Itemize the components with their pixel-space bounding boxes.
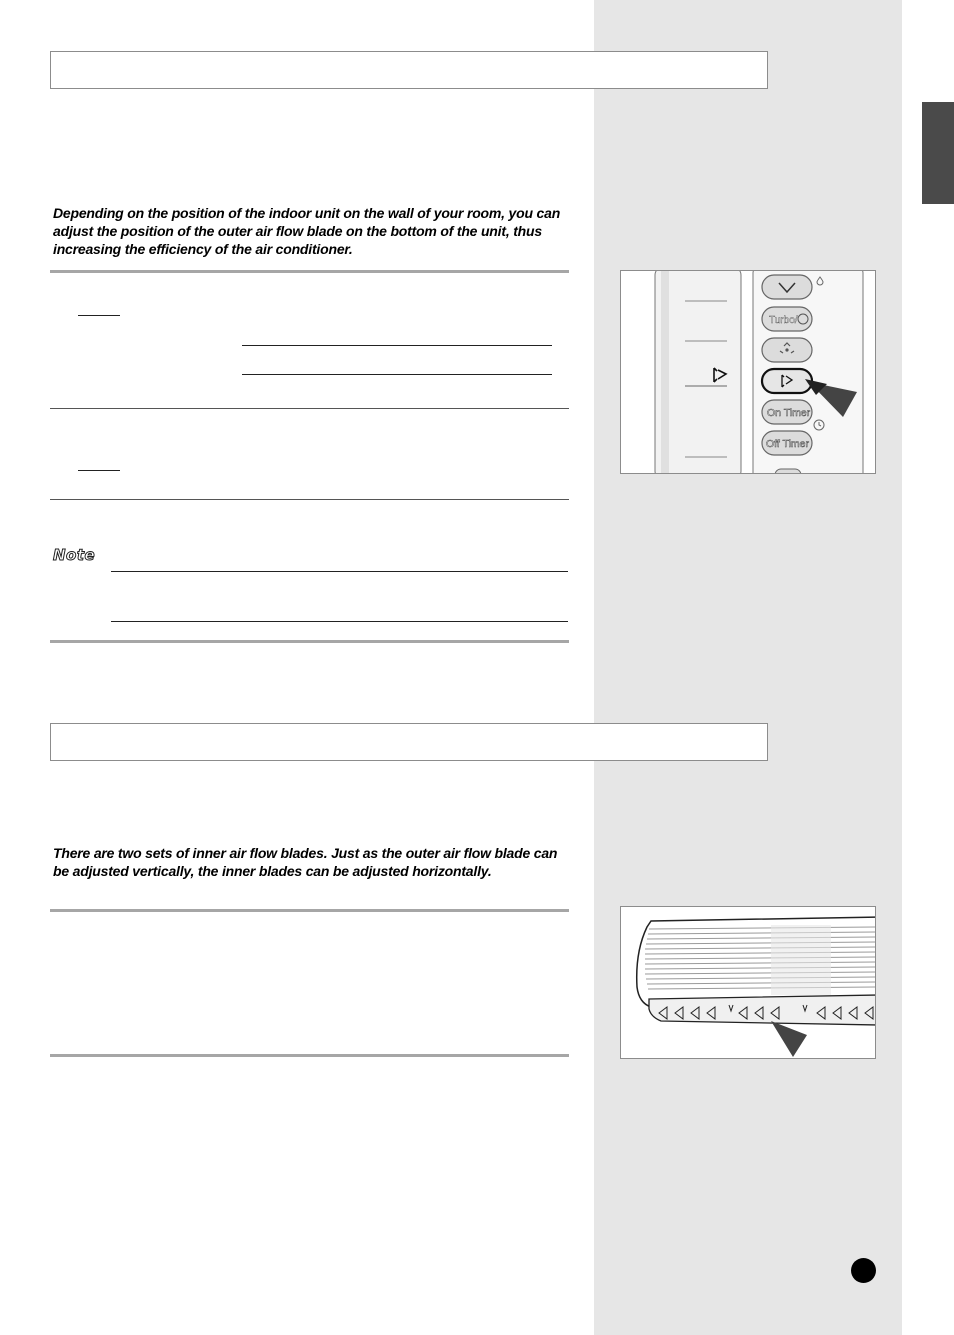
page-number-dot — [851, 1258, 876, 1283]
chapter-tab — [922, 102, 954, 204]
step-divider-2 — [50, 499, 569, 500]
step1-underline — [78, 315, 120, 316]
off-timer-button — [762, 431, 812, 455]
swing-button — [762, 369, 812, 393]
pointer-arrow — [771, 1021, 807, 1057]
section2-intro: There are two sets of inner air flow blades. Just as the outer air flow blade can be adjusted vertically, the inner blades can be adjusted horizontally. — [53, 845, 558, 879]
section1-intro: Depending on the position of the indoor unit on the wall of your room, you can adjust the position of the outer air flow blade on the bottom of the unit, thus increasing the efficiency of the air conditioner. — [53, 205, 561, 257]
note-line-b — [111, 621, 568, 622]
step2-underline — [78, 470, 120, 471]
section2-title-box — [50, 723, 768, 761]
indoor-unit-figure — [620, 906, 876, 1059]
step-divider-1 — [50, 408, 569, 409]
svg-text:Turbo/: Turbo/ — [769, 315, 798, 326]
section1-bottom-rule — [50, 640, 569, 643]
svg-text:Off Timer: Off Timer — [766, 438, 809, 450]
fan-speed-button — [762, 338, 812, 362]
section1-top-rule — [50, 270, 569, 273]
note-line-a — [111, 571, 568, 572]
step1-line-a — [242, 345, 552, 346]
step1-line-b — [242, 374, 552, 375]
section2-top-rule — [50, 909, 569, 912]
remote-control-illustration — [621, 271, 876, 474]
section2-bottom-rule — [50, 1054, 569, 1057]
indoor-unit-illustration — [621, 907, 876, 1059]
remote-control-figure — [620, 270, 876, 474]
section1-title-box — [50, 51, 768, 89]
svg-text:On Timer: On Timer — [767, 407, 811, 419]
down-arrow-button — [762, 275, 812, 299]
on-timer-button — [762, 400, 812, 424]
sidebar-background — [594, 0, 902, 1335]
turbo-button — [762, 307, 812, 331]
note-label: Note — [53, 546, 96, 564]
